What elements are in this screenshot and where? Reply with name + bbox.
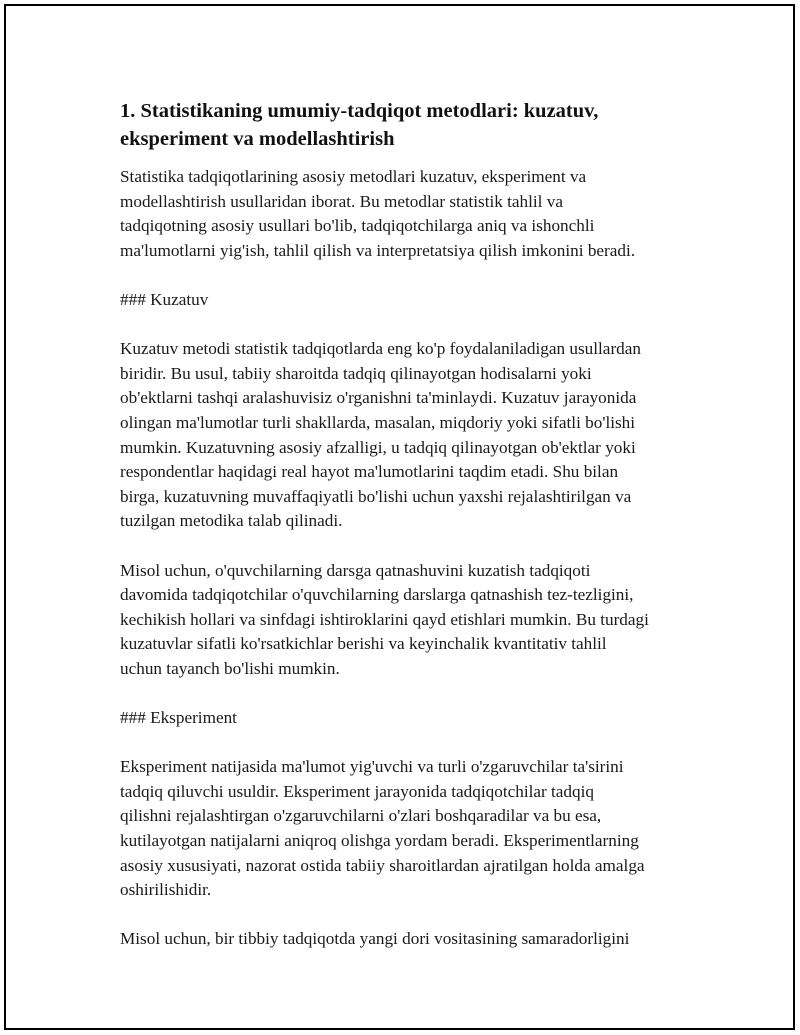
paragraph-line: kuzatuvlar sifatli ko'rsatkichlar berishi va keyinchalik kvantitativ tahlil (120, 634, 607, 654)
paragraph-line: Statistika tadqiqotlarining asosiy metodlari kuzatuv, eksperiment va (120, 167, 587, 186)
paragraph-line: tadqiq qiluvchi usuldir. Eksperiment jarayonida tadqiqotchilar tadqiq (120, 781, 594, 801)
paragraph (120, 927, 700, 952)
paragraph-line: birga, kuzatuvning muvaffaqiyatli bo'lishi uchun yaxshi rejalashtirilgan va (120, 486, 632, 506)
paragraph-line: respondentlar haqidagi real hayot ma'lumotlarini taqdim etadi. Shu bilan (120, 462, 619, 482)
paragraph-line: davomida tadqiqotchilar o'quvchilarning darslarga qatnashish tez-tezligini, (120, 585, 634, 605)
paragraph-line: uchun tayanch bo'lishi mumkin. (120, 658, 340, 678)
paragraph-line: ma'lumotlarni yig'ish, tahlil qilish va interpretatsiya qilish imkonini beradi. (120, 240, 636, 260)
paragraph-line: oshirilishidir. (120, 880, 212, 900)
paragraph-line: tadqiqotning asosiy usullari bo'lib, tadqiqotchilarga aniq va ishonchli (120, 216, 595, 236)
document-content (120, 97, 700, 977)
document-title-line-1: 1. Statistikaning umumiy-tadqiqot metodlari: kuzatuv, (120, 100, 599, 122)
paragraph-line: ob'ektlarni tashqi aralashuvisiz o'rganishni ta'minlaydi. Kuzatuv jarayonida (120, 388, 637, 408)
paragraph-line: kechikish hollari va sinfdagi ishtiroklarini qayd etishlari mumkin. Bu turdagi (120, 609, 649, 629)
section-heading: ### Eksperiment (120, 708, 237, 728)
document-page (4, 4, 795, 1030)
paragraph-line: Misol uchun, bir tibbiy tadqiqotda yangi dori vositasining samaradorligini (120, 929, 630, 949)
paragraph-line: Kuzatuv metodi statistik tadqiqotlarda eng ko'p foydalaniladigan usullardan (120, 339, 641, 359)
paragraph-line: biridir. Bu usul, tabiiy sharoitda tadqiq qilinayotgan hodisalarni yoki (120, 363, 592, 383)
paragraph-line: Eksperiment natijasida ma'lumot yig'uvchi va turli o'zgaruvchilar ta'sirini (120, 757, 624, 777)
paragraph-line: mumkin. Kuzatuvning asosiy afzalligi, u tadqiq qilinayotgan ob'ektlar yoki (120, 437, 636, 457)
paragraph (120, 337, 700, 534)
paragraph-line: olingan ma'lumotlar turli shakllarda, masalan, miqdoriy yoki sifatli bo'lishi (120, 412, 636, 432)
document-title-line-2: eksperiment va modellashtirish (120, 128, 395, 150)
paragraph (120, 165, 700, 263)
document-title (120, 97, 700, 153)
document-body (120, 165, 700, 952)
paragraph-line: qilishni rejalashtirgan o'zgaruvchilarni o'zlari boshqaradilar va bu esa, (120, 806, 602, 826)
paragraph-line: Misol uchun, o'quvchilarning darsga qatnashuvini kuzatish tadqiqoti (120, 560, 591, 580)
paragraph (120, 755, 700, 903)
paragraph-line: modellashtirish usullaridan iborat. Bu metodlar statistik tahlil va (120, 191, 563, 211)
paragraph-line: kutilayotgan natijalarni aniqroq olishga yordam beradi. Eksperimentlarning (120, 831, 639, 851)
section-heading: ### Kuzatuv (120, 289, 209, 309)
paragraph-line: tuzilgan metodika talab qilinadi. (120, 511, 343, 531)
paragraph-line: asosiy xususiyati, nazorat ostida tabiiy sharoitlardan ajratilgan holda amalga (120, 855, 645, 875)
paragraph (120, 559, 700, 682)
